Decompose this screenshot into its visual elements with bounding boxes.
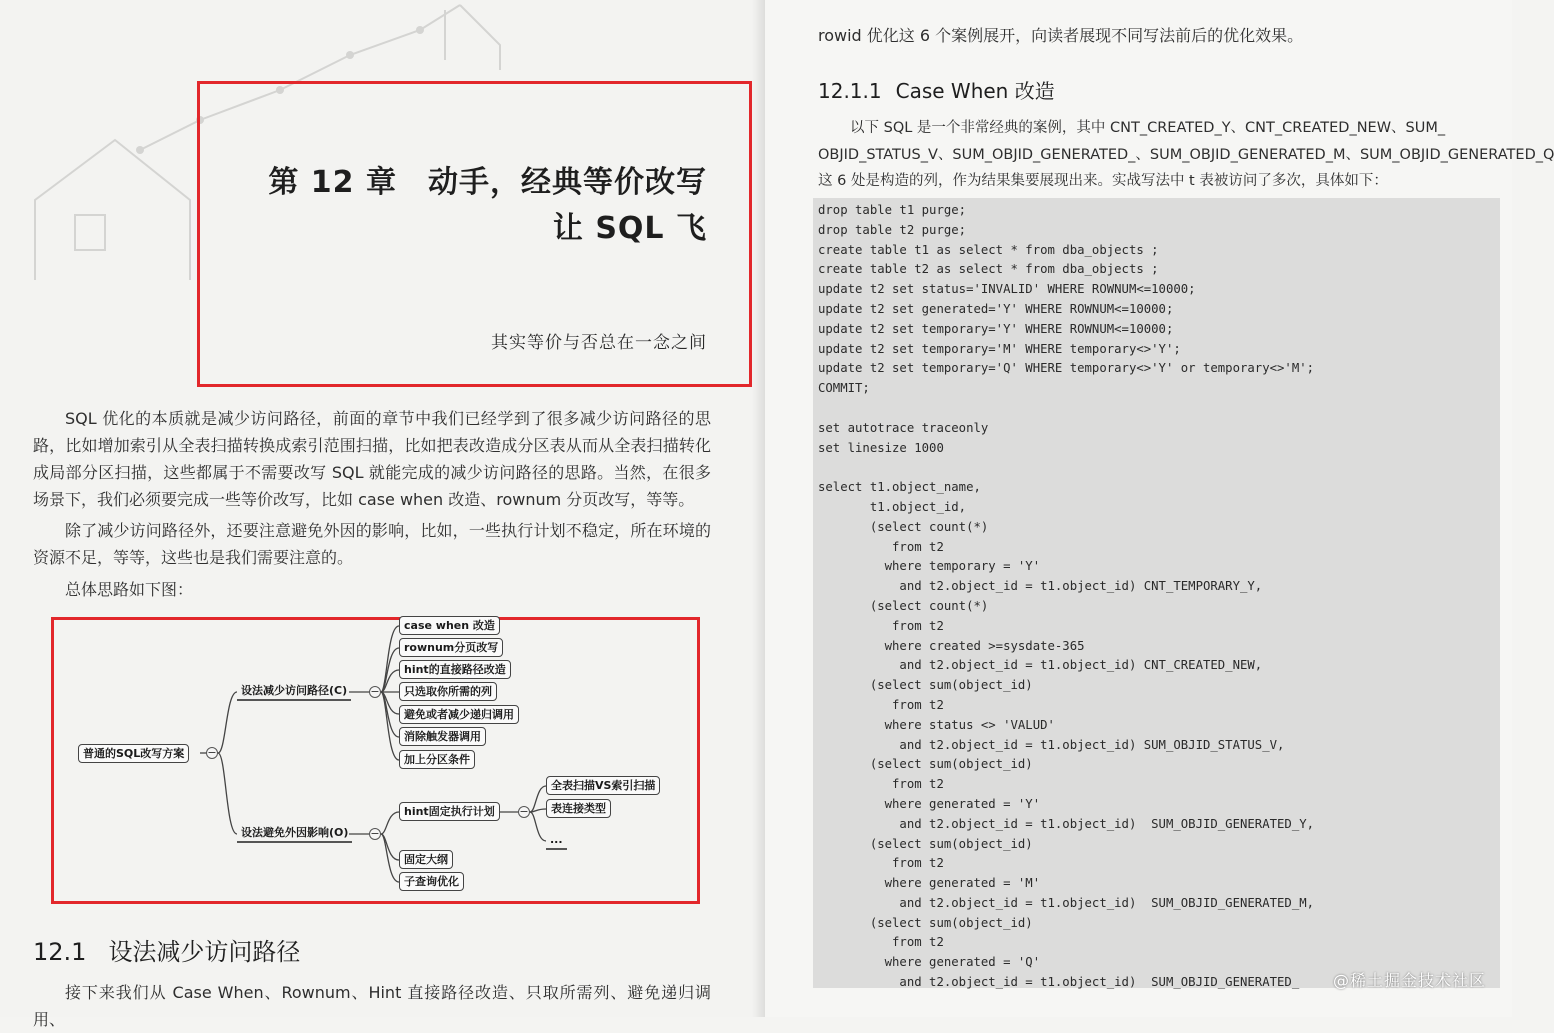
mindmap-leaf-hint-plan: hint固定执行计划 (399, 802, 500, 821)
case-intro-line1: 以下 SQL 是一个非常经典的案例，其中 CNT_CREATED_Y、CNT_CREATED_NEW、SUM_ (850, 120, 1446, 136)
continued-line: rowid 优化这 6 个案例展开，向读者展现不同写法前后的优化效果。 (818, 26, 1304, 45)
sql-code-line: where status <> 'VALUD' (818, 717, 1055, 732)
chapter-title-line1: 第 12 章 动手，经典等价改写 (268, 165, 707, 200)
sql-code-block (813, 198, 1500, 988)
sql-code-line: drop table t1 purge; (818, 203, 967, 217)
sql-code-lines (818, 201, 1314, 993)
chapter-motto: 其实等价与否总在一念之间 (491, 333, 707, 353)
sql-code-line: (select sum(object_id) (818, 915, 1033, 930)
sql-code-line: set autotrace traceonly (818, 420, 989, 435)
right-page (765, 0, 1554, 1017)
subsection-title: Case When 改造 (895, 79, 1055, 103)
sql-code-line: from t2 (818, 935, 944, 950)
mindmap-leaf-outline: 固定大纲 (399, 850, 453, 869)
sql-code-line: and t2.object_id = t1.object_id) CNT_TEMPORARY_Y, (818, 579, 1263, 594)
mindmap-leaf-recursive-calls: 避免或者减少递归调用 (399, 705, 519, 724)
mindmap-leaf-full-vs-index: 全表扫描VS索引扫描 (546, 776, 660, 795)
sql-code-line: (select count(*) (818, 519, 989, 534)
sql-code-line: where temporary = 'Y' (818, 559, 1041, 574)
sql-code-line: from t2 (818, 539, 944, 554)
sql-code-line: (select sum(object_id) (818, 678, 1033, 693)
sql-code-line (818, 458, 1314, 478)
section-heading (33, 932, 300, 967)
sql-code-line: and t2.object_id = t1.object_id) SUM_OBJID_GENERATED_ (818, 975, 1300, 990)
sql-code-line: drop table t2 purge; (818, 222, 967, 237)
sql-code-line: and t2.object_id = t1.object_id) SUM_OBJID_GENERATED_M, (818, 895, 1315, 910)
mindmap-branch-external-factors: 设法避免外因影响(O) (237, 824, 352, 843)
collapse-branch-c-icon[interactable]: − (370, 685, 380, 698)
mindmap-branch-reduce-path: 设法减少访问路径(C) (237, 682, 351, 701)
mindmap-leaf-rownum: rownum分页改写 (399, 638, 503, 657)
intro-paragraph: SQL 优化的本质就是减少访问路径，前面的章节中我们已经学到了很多减少访问路径的思路，比如增加索引从全表扫描转换成索引范围扫描，比如把表改造成分区表从而从全表扫描转化成局部分区扫描，这些都属于不需要改写 SQL 就能完成的减少访问路径的思路。当然，在很多场景下，我们必须要完成一些等价改写，比如 case when 改造、rownum 分页改写，等等。 (33, 409, 711, 509)
section-number: 12.1 (33, 938, 87, 966)
sql-code-line: create table t1 as select * from dba_objects ; (818, 242, 1159, 257)
sql-code-line: (select sum(object_id) (818, 836, 1033, 851)
sql-code-line: and t2.object_id = t1.object_id) SUM_OBJID_STATUS_V, (818, 737, 1285, 752)
sql-code-line: update t2 set temporary='Q' WHERE temporary<>'Y' or temporary<>'M'; (818, 361, 1315, 376)
chapter-title-line2: 让 SQL 飞 (552, 211, 707, 246)
sql-code-line: update t2 set status='INVALID' WHERE ROWNUM<=10000; (818, 282, 1196, 297)
sql-code-line: and t2.object_id = t1.object_id) CNT_CREATED_NEW, (818, 658, 1263, 673)
section-title: 设法减少访问路径 (108, 938, 301, 966)
sql-code-line: where generated = 'M' (818, 876, 1041, 891)
case-intro-line3: 这 6 处是构造的列，作为结果集要展现出来。实战写法中 t 表被访问了多次，具体如下： (818, 173, 1388, 189)
sql-code-line: COMMIT; (818, 381, 870, 396)
mindmap-leaf-join-type: 表连接类型 (546, 799, 611, 818)
chapter-title (227, 160, 707, 252)
overview-caption: 总体思路如下图： (65, 580, 194, 599)
collapse-branch-o-icon[interactable]: − (370, 827, 380, 840)
sql-code-line: where created >=sysdate-365 (818, 638, 1085, 653)
mindmap-leaf-partition: 加上分区条件 (399, 750, 475, 769)
mindmap-leaf-hint-direct-path: hint的直接路径改造 (399, 660, 511, 679)
mindmap-figure (51, 617, 700, 904)
case-intro-line2: OBJID_STATUS_V、SUM_OBJID_GENERATED_、SUM_OBJID_GENERATED_M、SUM_OBJID_GENERATED_Q (818, 147, 1554, 163)
mindmap-leaf-ellipsis: ... (546, 831, 567, 850)
sql-code-line: from t2 (818, 618, 944, 633)
mindmap-leaf-case-when: case when 改造 (399, 616, 500, 635)
sql-code-line (818, 399, 1314, 419)
subsection-number: 12.1.1 (818, 79, 882, 103)
sql-code-line: (select sum(object_id) (818, 757, 1033, 772)
sql-code-line: select t1.object_name, (818, 480, 981, 495)
sql-code-line: from t2 (818, 697, 944, 712)
sql-code-line: where generated = 'Q' (818, 955, 1041, 970)
mindmap-leaf-select-columns: 只选取你所需的列 (399, 682, 497, 701)
site-watermark: @稀土掘金技术社区 (1332, 971, 1486, 990)
sql-code-line: from t2 (818, 856, 944, 871)
chapter-header-box (197, 81, 752, 387)
sql-code-line: (select count(*) (818, 598, 989, 613)
sql-code-line: and t2.object_id = t1.object_id) SUM_OBJID_GENERATED_Y, (818, 816, 1315, 831)
sql-code-line: from t2 (818, 777, 944, 792)
sql-code-line: update t2 set temporary='M' WHERE temporary<>'Y'; (818, 341, 1181, 356)
sql-code-line: update t2 set temporary='Y' WHERE ROWNUM<=10000; (818, 321, 1174, 336)
sql-code-line: where generated = 'Y' (818, 796, 1041, 811)
sql-code-line: create table t2 as select * from dba_objects ; (818, 262, 1159, 277)
left-page (0, 0, 765, 1029)
sql-code-line: update t2 set generated='Y' WHERE ROWNUM<=10000; (818, 301, 1174, 316)
collapse-hint-icon[interactable]: − (519, 805, 529, 818)
mindmap-leaf-triggers: 消除触发器调用 (399, 727, 486, 746)
external-factors-paragraph: 除了减少访问路径外，还要注意避免外因的影响，比如，一些执行计划不稳定，所在环境的资源不足，等等，这些也是我们需要注意的。 (33, 521, 711, 567)
section-intro-line: 接下来我们从 Case When、Rownum、Hint 直接路径改造、只取所需列、避免递归调用、 (33, 983, 711, 1029)
mindmap-leaf-subquery: 子查询优化 (399, 872, 464, 891)
sql-code-line: t1.object_id, (818, 499, 967, 514)
sql-code-line: set linesize 1000 (818, 440, 944, 455)
collapse-root-icon[interactable]: − (207, 746, 217, 759)
subsection-heading (818, 75, 1055, 104)
mindmap-root-node: 普通的SQL改写方案 (78, 744, 189, 763)
